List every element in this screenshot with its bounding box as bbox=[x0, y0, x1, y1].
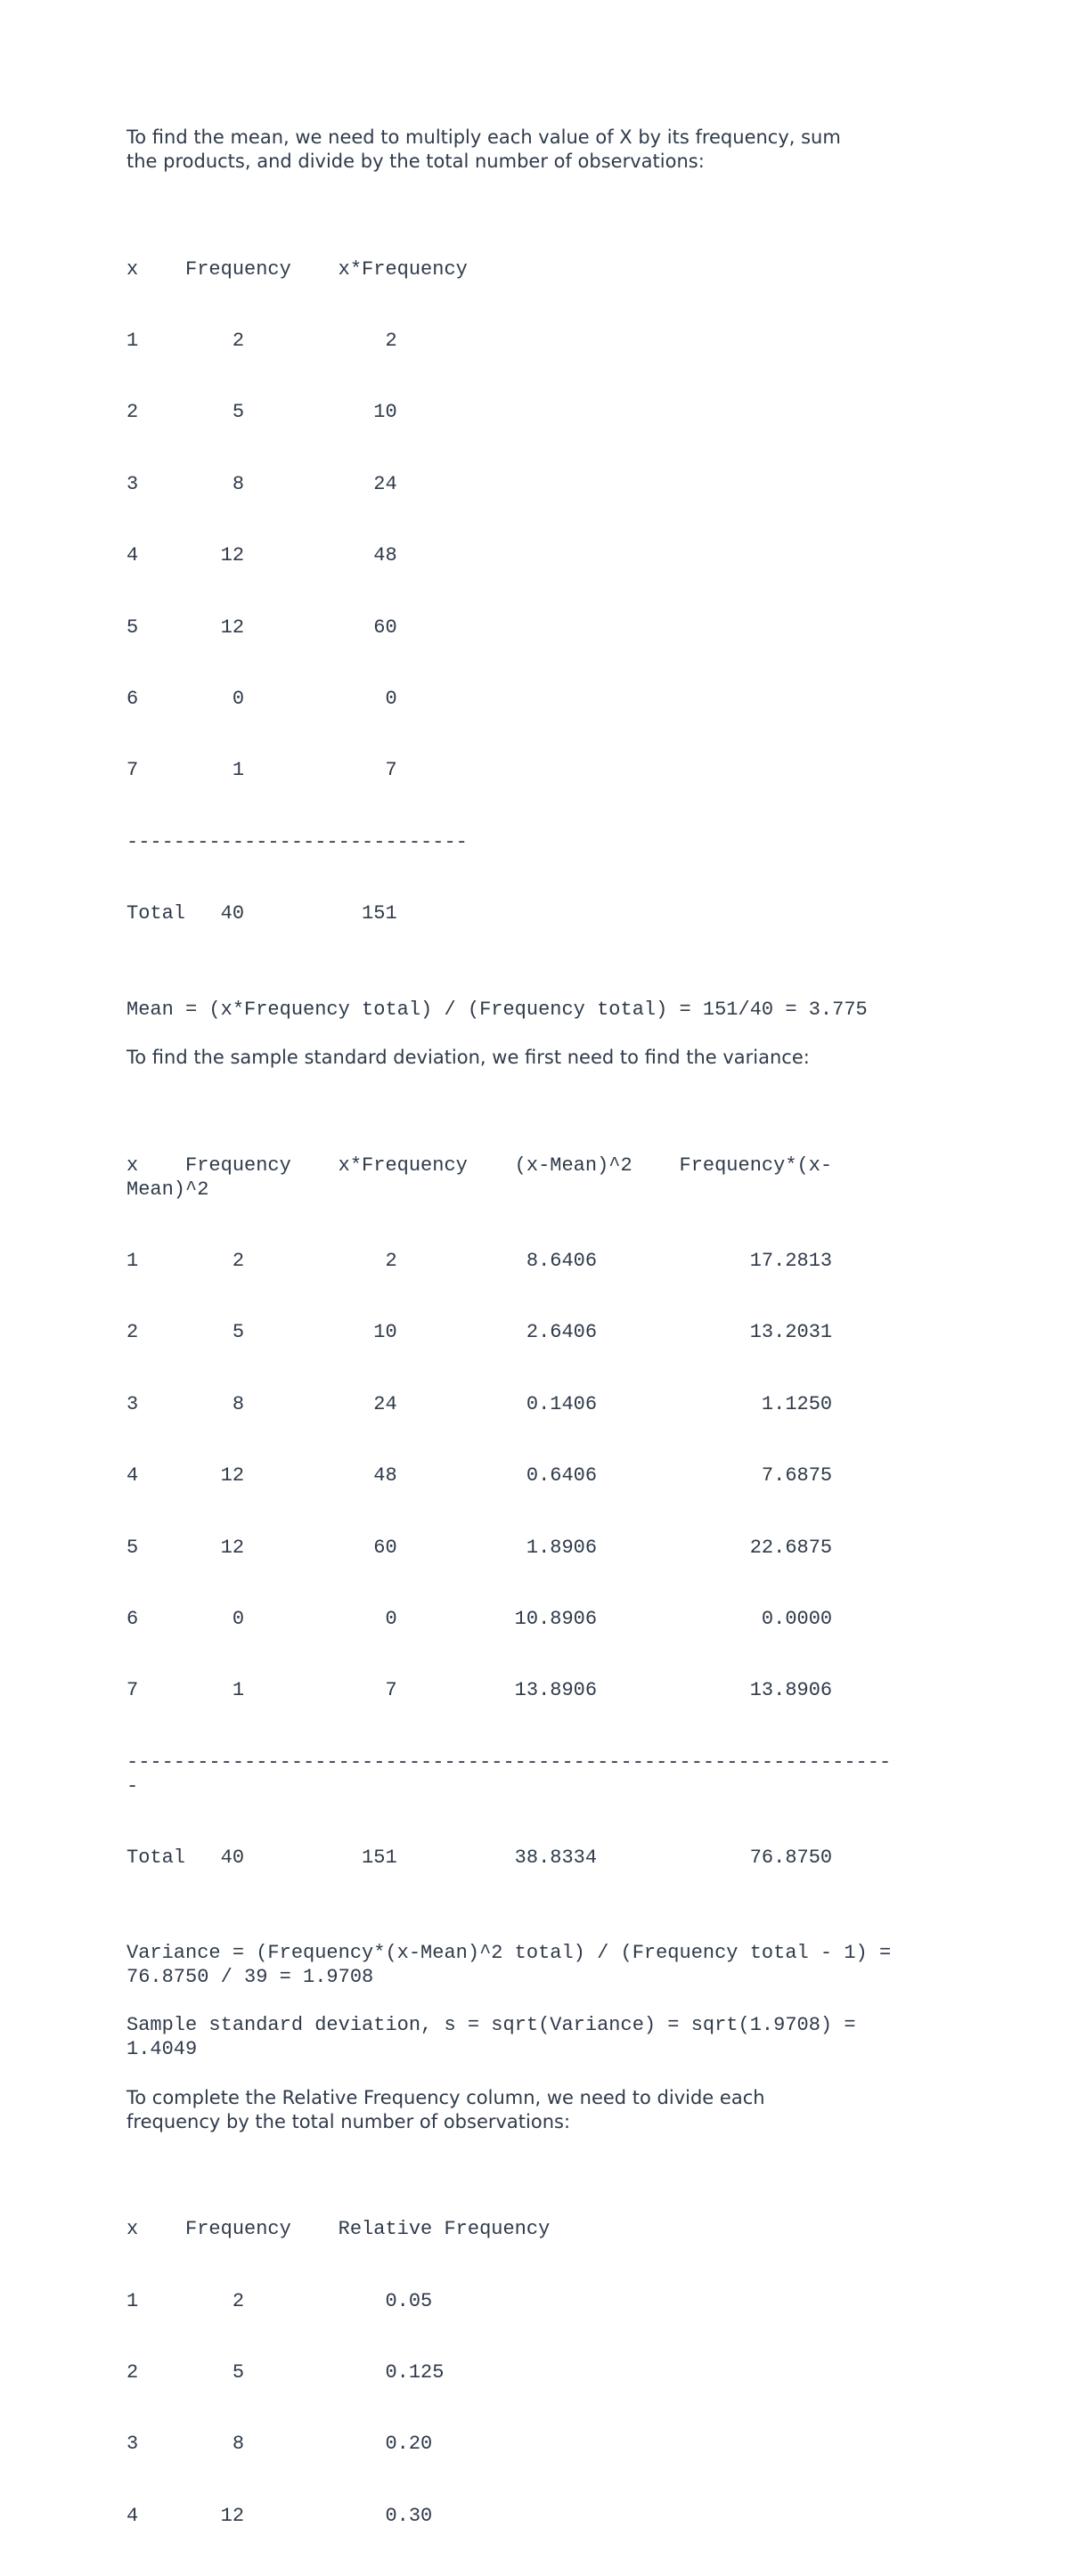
sd-result: Sample standard deviation, s = sqrt(Variance) = sqrt(1.9708) = 1.4049 bbox=[126, 2013, 856, 2060]
table-row: 2 5 10 bbox=[126, 401, 397, 424]
table-row: 1 2 0.05 bbox=[126, 2289, 433, 2312]
relative-frequency-table bbox=[126, 2171, 964, 2576]
table-row: 4 12 0.30 bbox=[126, 2504, 433, 2527]
table-row: 2 5 10 2.6406 13.2031 bbox=[126, 1321, 833, 1344]
table-row: 3 8 24 0.1406 1.1250 bbox=[126, 1392, 833, 1415]
table-total-row: Total 40 151 bbox=[126, 902, 397, 925]
table-row: 1 2 2 bbox=[126, 329, 397, 352]
frequency-table bbox=[126, 210, 964, 974]
document-page bbox=[126, 126, 964, 2576]
table-header: x Frequency x*Frequency bbox=[126, 257, 468, 281]
table-row: 1 2 2 8.6406 17.2813 bbox=[126, 1250, 833, 1273]
table-divider: ----------------------------- bbox=[126, 830, 468, 853]
table-row: 7 1 7 bbox=[126, 759, 397, 782]
table-row: 6 0 0 10.8906 0.0000 bbox=[126, 1608, 833, 1631]
table-row: 4 12 48 0.6406 7.6875 bbox=[126, 1464, 833, 1488]
table-header: x Frequency x*Frequency (x-Mean)^2 Frequency*(x- Mean)^2 bbox=[126, 1153, 833, 1201]
table-header: x Frequency Relative Frequency bbox=[126, 2218, 551, 2241]
table-row: 3 8 24 bbox=[126, 472, 397, 495]
table-row: 4 12 48 bbox=[126, 544, 397, 567]
table-row: 6 0 0 bbox=[126, 687, 397, 710]
table-total-row: Total 40 151 38.8334 76.8750 bbox=[126, 1846, 833, 1869]
mean-result: Mean = (x*Frequency total) / (Frequency total) = 151/40 = 3.775 bbox=[126, 998, 868, 1021]
table-row: 5 12 60 bbox=[126, 615, 397, 639]
table-row: 7 1 7 13.8906 13.8906 bbox=[126, 1679, 833, 1702]
variance-result: Variance = (Frequency*(x-Mean)^2 total) / (Frequency total - 1) = 76.8750 / 39 = 1.9708 bbox=[126, 1942, 892, 1989]
table-row: 2 5 0.125 bbox=[126, 2360, 445, 2384]
variance-table bbox=[126, 1106, 964, 1918]
sd-intro-paragraph: To find the sample standard deviation, we first need to find the variance: bbox=[126, 1047, 810, 1069]
relative-frequency-intro-paragraph: To complete the Relative Frequency column, we need to divide each frequency by the total number of observations: bbox=[126, 2086, 765, 2132]
table-row: 5 12 60 1.8906 22.6875 bbox=[126, 1536, 833, 1559]
table-row: 3 8 0.20 bbox=[126, 2433, 433, 2456]
mean-intro-paragraph: To find the mean, we need to multiply each value of X by its frequency, sum the products, and divide by the total number of observations: bbox=[126, 126, 841, 172]
table-divider: ----------------------------------------------------------------- - bbox=[126, 1750, 892, 1797]
